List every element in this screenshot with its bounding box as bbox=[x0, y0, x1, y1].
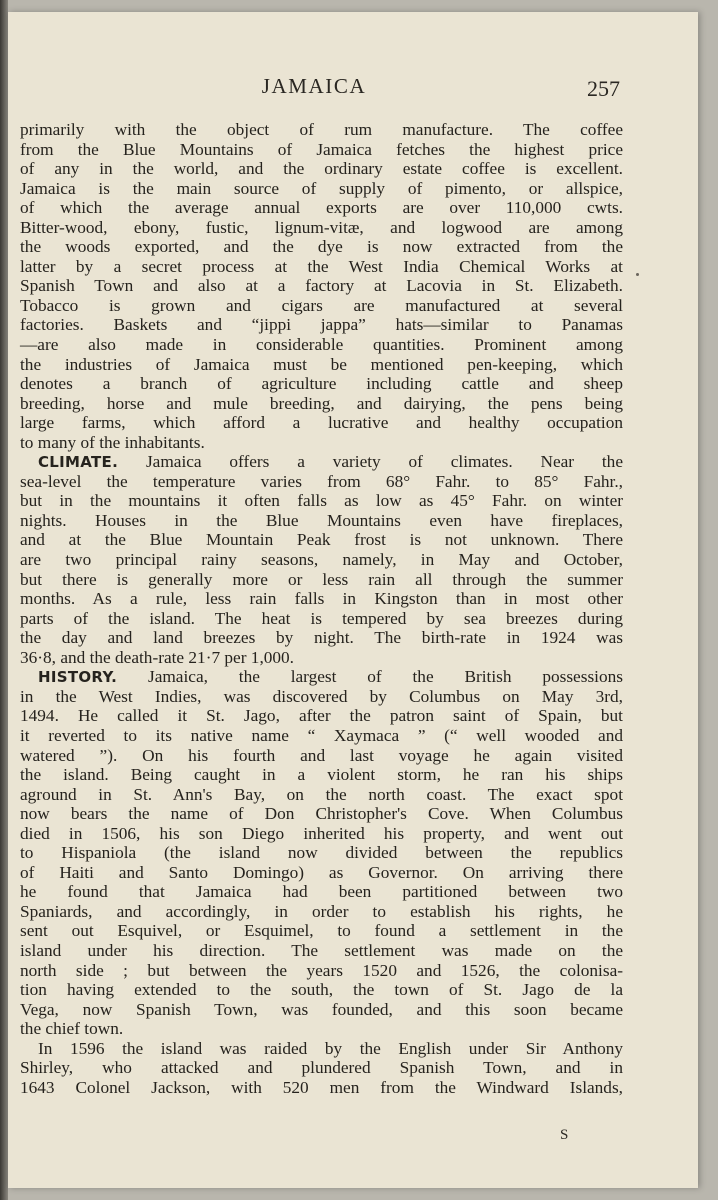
text-line: months. As a rule, less rain falls in Kingston than in most other bbox=[20, 589, 623, 609]
book-binding-edge bbox=[0, 0, 8, 1200]
paragraph-raids bbox=[20, 1039, 623, 1098]
text-line: it reverted to its native name “ Xaymaca ” (“ well wooded and bbox=[20, 725, 623, 745]
text-line: but in the mountains it often falls as low as 45° Fahr. on winter bbox=[20, 491, 623, 511]
section-heading-climate: CLIMATE. bbox=[38, 453, 119, 472]
text-line: to Hispaniola (the island now divided between the republics bbox=[20, 843, 623, 863]
text-line: but there is generally more or less rain all through the summer bbox=[20, 569, 623, 589]
text-line: Tobacco is grown and cigars are manufactured at several bbox=[20, 295, 623, 315]
running-title: JAMAICA bbox=[261, 74, 367, 98]
text-line: In 1596 the island was raided by the English under Sir Anthony bbox=[38, 1038, 623, 1058]
text-line: sea-level the temperature varies from 68° Fahr. to 85° Fahr., bbox=[20, 471, 623, 491]
text-line: Bitter-wood, ebony, fustic, lignum-vitæ, and logwood are among bbox=[20, 217, 623, 237]
text-line: breeding, horse and mule breeding, and dairying, the pens being bbox=[20, 393, 623, 413]
text-line bbox=[20, 452, 623, 472]
text-line: tion having extended to the south, the town of St. Jago de la bbox=[20, 980, 623, 1000]
paper-speck bbox=[636, 273, 639, 276]
text-line: large farms, which afford a lucrative and healthy occupation bbox=[20, 413, 623, 433]
text-line: he found that Jamaica had been partitioned between two bbox=[20, 882, 623, 902]
text-line: the island. Being caught in a violent storm, he ran his ships bbox=[20, 765, 623, 785]
text-line: from the Blue Mountains of Jamaica fetches the highest price bbox=[20, 139, 623, 159]
text-line: the woods exported, and the dye is now extracted from the bbox=[20, 237, 623, 257]
text-line: now bears the name of Don Christopher's Cove. When Columbus bbox=[20, 804, 623, 824]
section-heading-history: HISTORY. bbox=[38, 668, 118, 687]
text-line: factories. Baskets and “jippi jappa” hats—similar to Panamas bbox=[20, 315, 623, 335]
text-line: and at the Blue Mountain Peak frost is not unknown. There bbox=[20, 530, 623, 550]
text-line: Shirley, who attacked and plundered Spanish Town, and in bbox=[20, 1058, 623, 1078]
signature-mark: S bbox=[560, 1127, 569, 1143]
text-line: Jamaica is the main source of supply of pimento, or allspice, bbox=[20, 178, 623, 198]
text-line: of which the average annual exports are over 110,000 cwts. bbox=[20, 198, 623, 218]
text-line: aground in St. Ann's Bay, on the north coast. The exact spot bbox=[20, 784, 623, 804]
text-line: are two principal rainy seasons, namely, in May and October, bbox=[20, 550, 623, 570]
page-number: 257 bbox=[587, 76, 620, 101]
text-line: denotes a branch of agriculture including cattle and sheep bbox=[20, 374, 623, 394]
text-line: 1494. He called it St. Jago, after the patron saint of Spain, but bbox=[20, 706, 623, 726]
text-line: —are also made in considerable quantities. Prominent among bbox=[20, 335, 623, 355]
page-header bbox=[8, 74, 698, 108]
text-line: Spanish Town and also at a factory at Lacovia in St. Elizabeth. bbox=[20, 276, 623, 296]
text-run: Jamaica, the largest of the British possessions bbox=[147, 667, 623, 687]
text-line: parts of the island. The heat is tempered by sea breezes during bbox=[20, 608, 623, 628]
text-line: 36·8, and the death-rate 21·7 per 1,000. bbox=[20, 647, 295, 667]
text-line: 1643 Colonel Jackson, with 520 men from the Windward Islands, bbox=[20, 1077, 623, 1097]
text-line: the industries of Jamaica must be mentioned pen-keeping, which bbox=[20, 354, 623, 374]
text-line: watered ”). On his fourth and last voyage he again visited bbox=[20, 745, 623, 765]
text-line: sent out Esquivel, or Esquimel, to found a settlement in the bbox=[20, 921, 623, 941]
paragraph-products bbox=[20, 120, 623, 452]
text-line: the chief town. bbox=[20, 1019, 124, 1039]
text-run: Jamaica offers a variety of climates. Near the bbox=[145, 452, 623, 472]
text-line: nights. Houses in the Blue Mountains even have fireplaces, bbox=[20, 510, 623, 530]
text-line: north side ; but between the years 1520 and 1526, the colonisa- bbox=[20, 960, 623, 980]
text-line: Spaniards, and accordingly, in order to establish his rights, he bbox=[20, 901, 623, 921]
text-line bbox=[20, 667, 623, 687]
text-line: the day and land breezes by night. The birth-rate in 1924 was bbox=[20, 628, 623, 648]
body-text bbox=[20, 120, 623, 1097]
book-page bbox=[8, 12, 698, 1188]
text-line: in the West Indies, was discovered by Columbus on May 3rd, bbox=[20, 686, 623, 706]
text-line: of any in the world, and the ordinary estate coffee is excellent. bbox=[20, 159, 623, 179]
text-line: to many of the inhabitants. bbox=[20, 432, 205, 452]
text-line: died in 1506, his son Diego inherited his property, and went out bbox=[20, 823, 623, 843]
text-line: primarily with the object of rum manufacture. The coffee bbox=[20, 120, 623, 139]
section-history bbox=[20, 667, 623, 1038]
text-line: of Haiti and Santo Domingo) as Governor. On arriving there bbox=[20, 862, 623, 882]
section-climate bbox=[20, 452, 623, 667]
text-line: Vega, now Spanish Town, was founded, and this soon became bbox=[20, 999, 623, 1019]
text-line: latter by a secret process at the West India Chemical Works at bbox=[20, 256, 623, 276]
text-line: island under his direction. The settlement was made on the bbox=[20, 940, 623, 960]
